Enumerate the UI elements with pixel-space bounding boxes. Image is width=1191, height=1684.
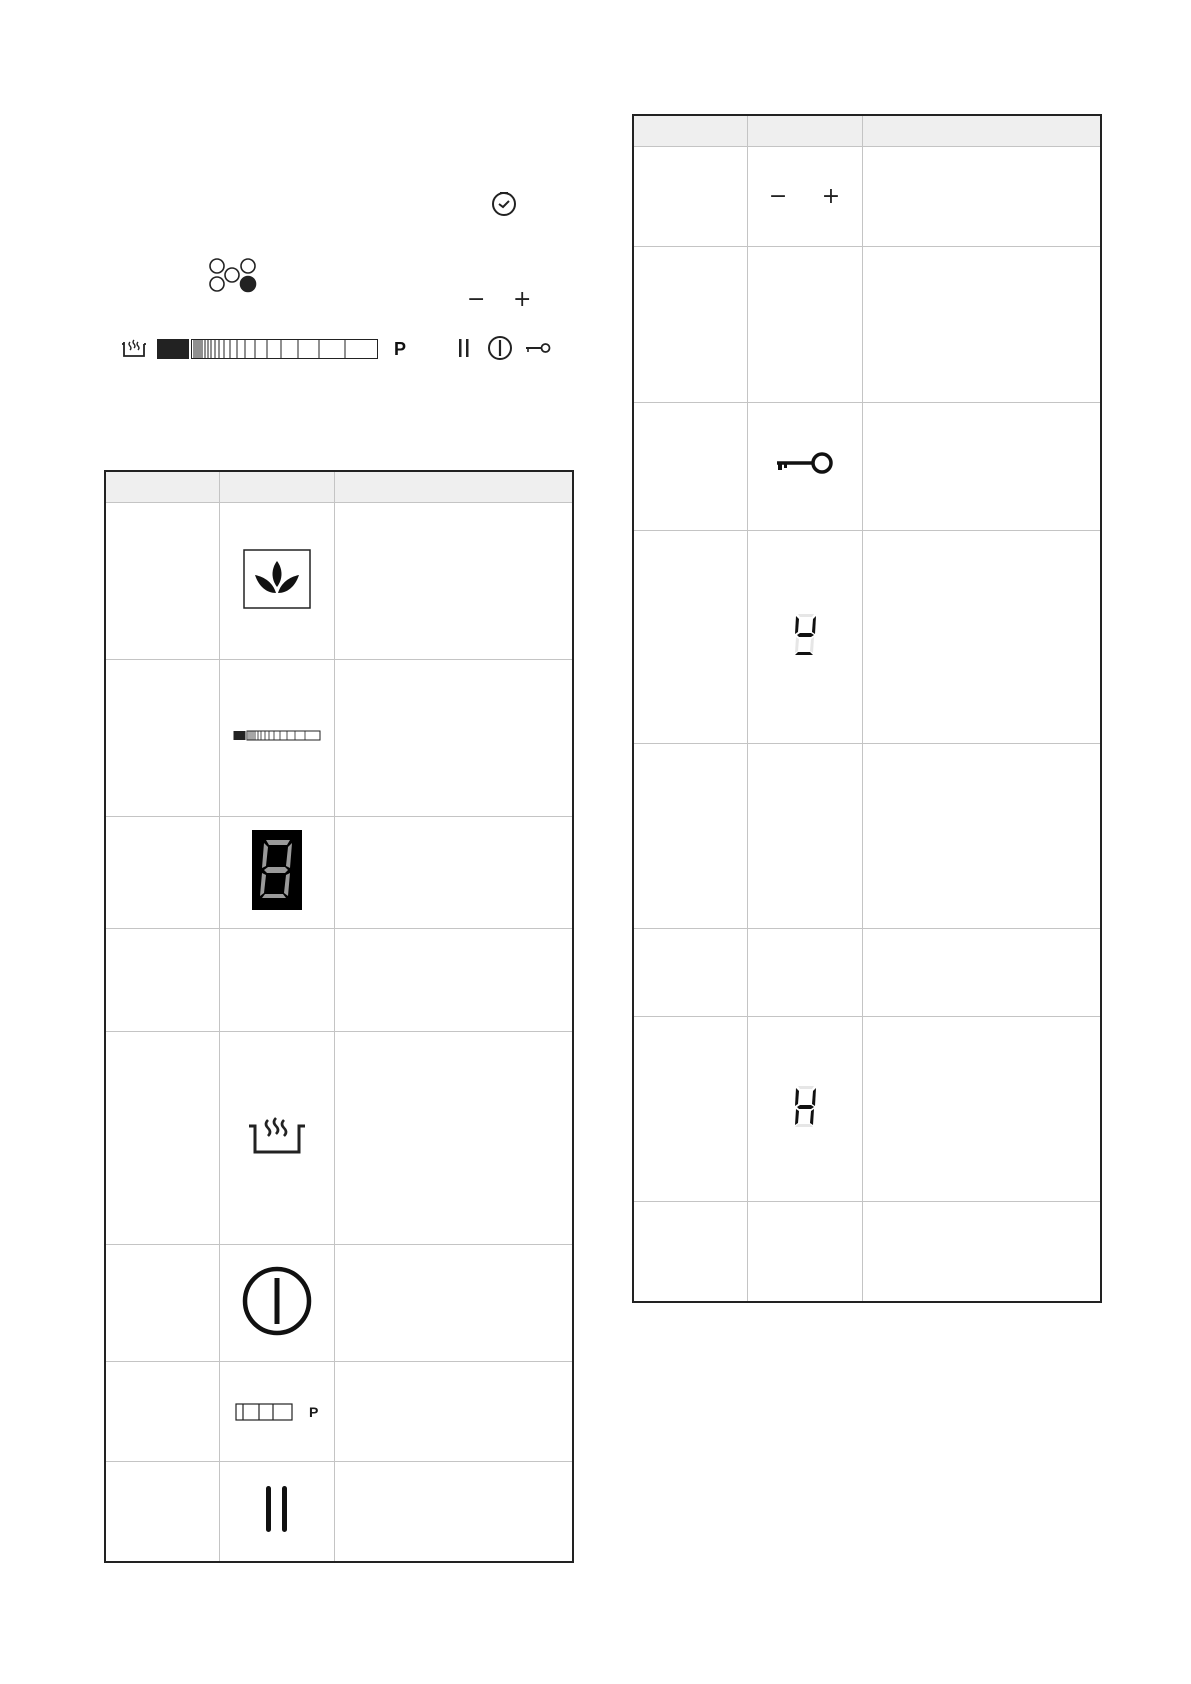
symbol-cell [747,247,862,403]
pause-icon [262,1484,292,1534]
sensor-field-cell [105,929,219,1032]
seven-segment-u-display [791,613,819,657]
symbol-cell [747,1017,862,1202]
lock-key-icon [775,451,835,477]
table-row [633,1202,1101,1302]
on-off-icon [242,1266,312,1336]
table-row [633,744,1101,929]
eco-leaf-icon [243,549,311,609]
symbol-cell [219,929,334,1032]
table-row [633,147,1101,247]
pause-icon[interactable] [457,338,471,358]
symbol-cell [747,929,862,1017]
description-cell [862,1202,1101,1302]
timer-icon[interactable] [490,189,518,217]
sensor-field-cell [105,1462,219,1562]
table-row [633,403,1101,531]
sensor-field-cell [633,403,747,531]
symbol-cell [219,1362,334,1462]
plus-icon: + [821,184,841,209]
header-cell [862,115,1101,147]
table-row [633,929,1101,1017]
minus-icon: − [768,184,788,209]
symbol-cell [747,1202,862,1302]
table-row [633,1017,1101,1202]
sensor-field-cell [633,1202,747,1302]
header-cell [334,471,573,503]
symbol-cell [747,531,862,744]
description-cell [334,929,573,1032]
table-header-row [633,115,1101,147]
sensor-field-cell [105,1362,219,1462]
sensor-field-cell [633,147,747,247]
right-symbol-table [632,114,1102,1303]
power-level-letter: P [394,339,407,359]
description-cell [334,1462,573,1562]
description-cell [862,1017,1101,1202]
sensor-field-cell [633,929,747,1017]
table-row [105,1032,573,1245]
sensor-field-cell [105,1032,219,1245]
sensor-field-cell [633,531,747,744]
table-row [105,1245,573,1362]
sensor-field-cell [105,817,219,929]
table-header-row [105,471,573,503]
keep-warm-icon [247,1116,307,1156]
description-cell [334,660,573,817]
left-symbol-table [104,470,574,1563]
sensor-field-cell [633,247,747,403]
header-cell [747,115,862,147]
sensor-field-cell [105,660,219,817]
symbol-cell [747,147,862,247]
description-cell [862,744,1101,929]
description-cell [334,1362,573,1462]
description-cell [334,503,573,660]
power-boost-slider [235,1402,293,1422]
sensor-field-cell [633,744,747,929]
description-cell [862,929,1101,1017]
table-row [633,247,1101,403]
header-cell [633,115,747,147]
symbol-cell [219,1032,334,1245]
zone-selector-icon[interactable] [208,258,258,294]
table-row [105,817,573,929]
symbol-cell [747,744,862,929]
lock-icon[interactable] [525,342,551,356]
sensor-field-cell [633,1017,747,1202]
sensor-field-cell [105,1245,219,1362]
table-row [105,503,573,660]
symbol-cell [219,660,334,817]
symbol-cell [747,403,862,531]
table-row [633,531,1101,744]
header-cell [105,471,219,503]
description-cell [334,1032,573,1245]
description-cell [862,147,1101,247]
seven-segment-h-display [791,1085,819,1129]
power-boost-letter: P [309,1403,319,1420]
description-cell [862,247,1101,403]
power-slider[interactable] [157,339,379,361]
keep-warm-icon[interactable] [122,338,148,358]
power-slider-icon [233,730,321,742]
table-row [105,929,573,1032]
description-cell [862,531,1101,744]
symbol-cell [219,1462,334,1562]
seven-segment-8-display [252,830,302,910]
plus-icon[interactable]: + [513,287,532,312]
minus-icon[interactable]: − [467,287,486,312]
on-off-icon[interactable] [487,335,513,361]
symbol-cell [219,1245,334,1362]
header-cell [219,471,334,503]
table-row [105,1462,573,1562]
symbol-cell [219,503,334,660]
symbol-cell [219,817,334,929]
table-row [105,660,573,817]
sensor-field-cell [105,503,219,660]
description-cell [334,1245,573,1362]
description-cell [334,817,573,929]
table-row [105,1362,573,1462]
description-cell [862,403,1101,531]
